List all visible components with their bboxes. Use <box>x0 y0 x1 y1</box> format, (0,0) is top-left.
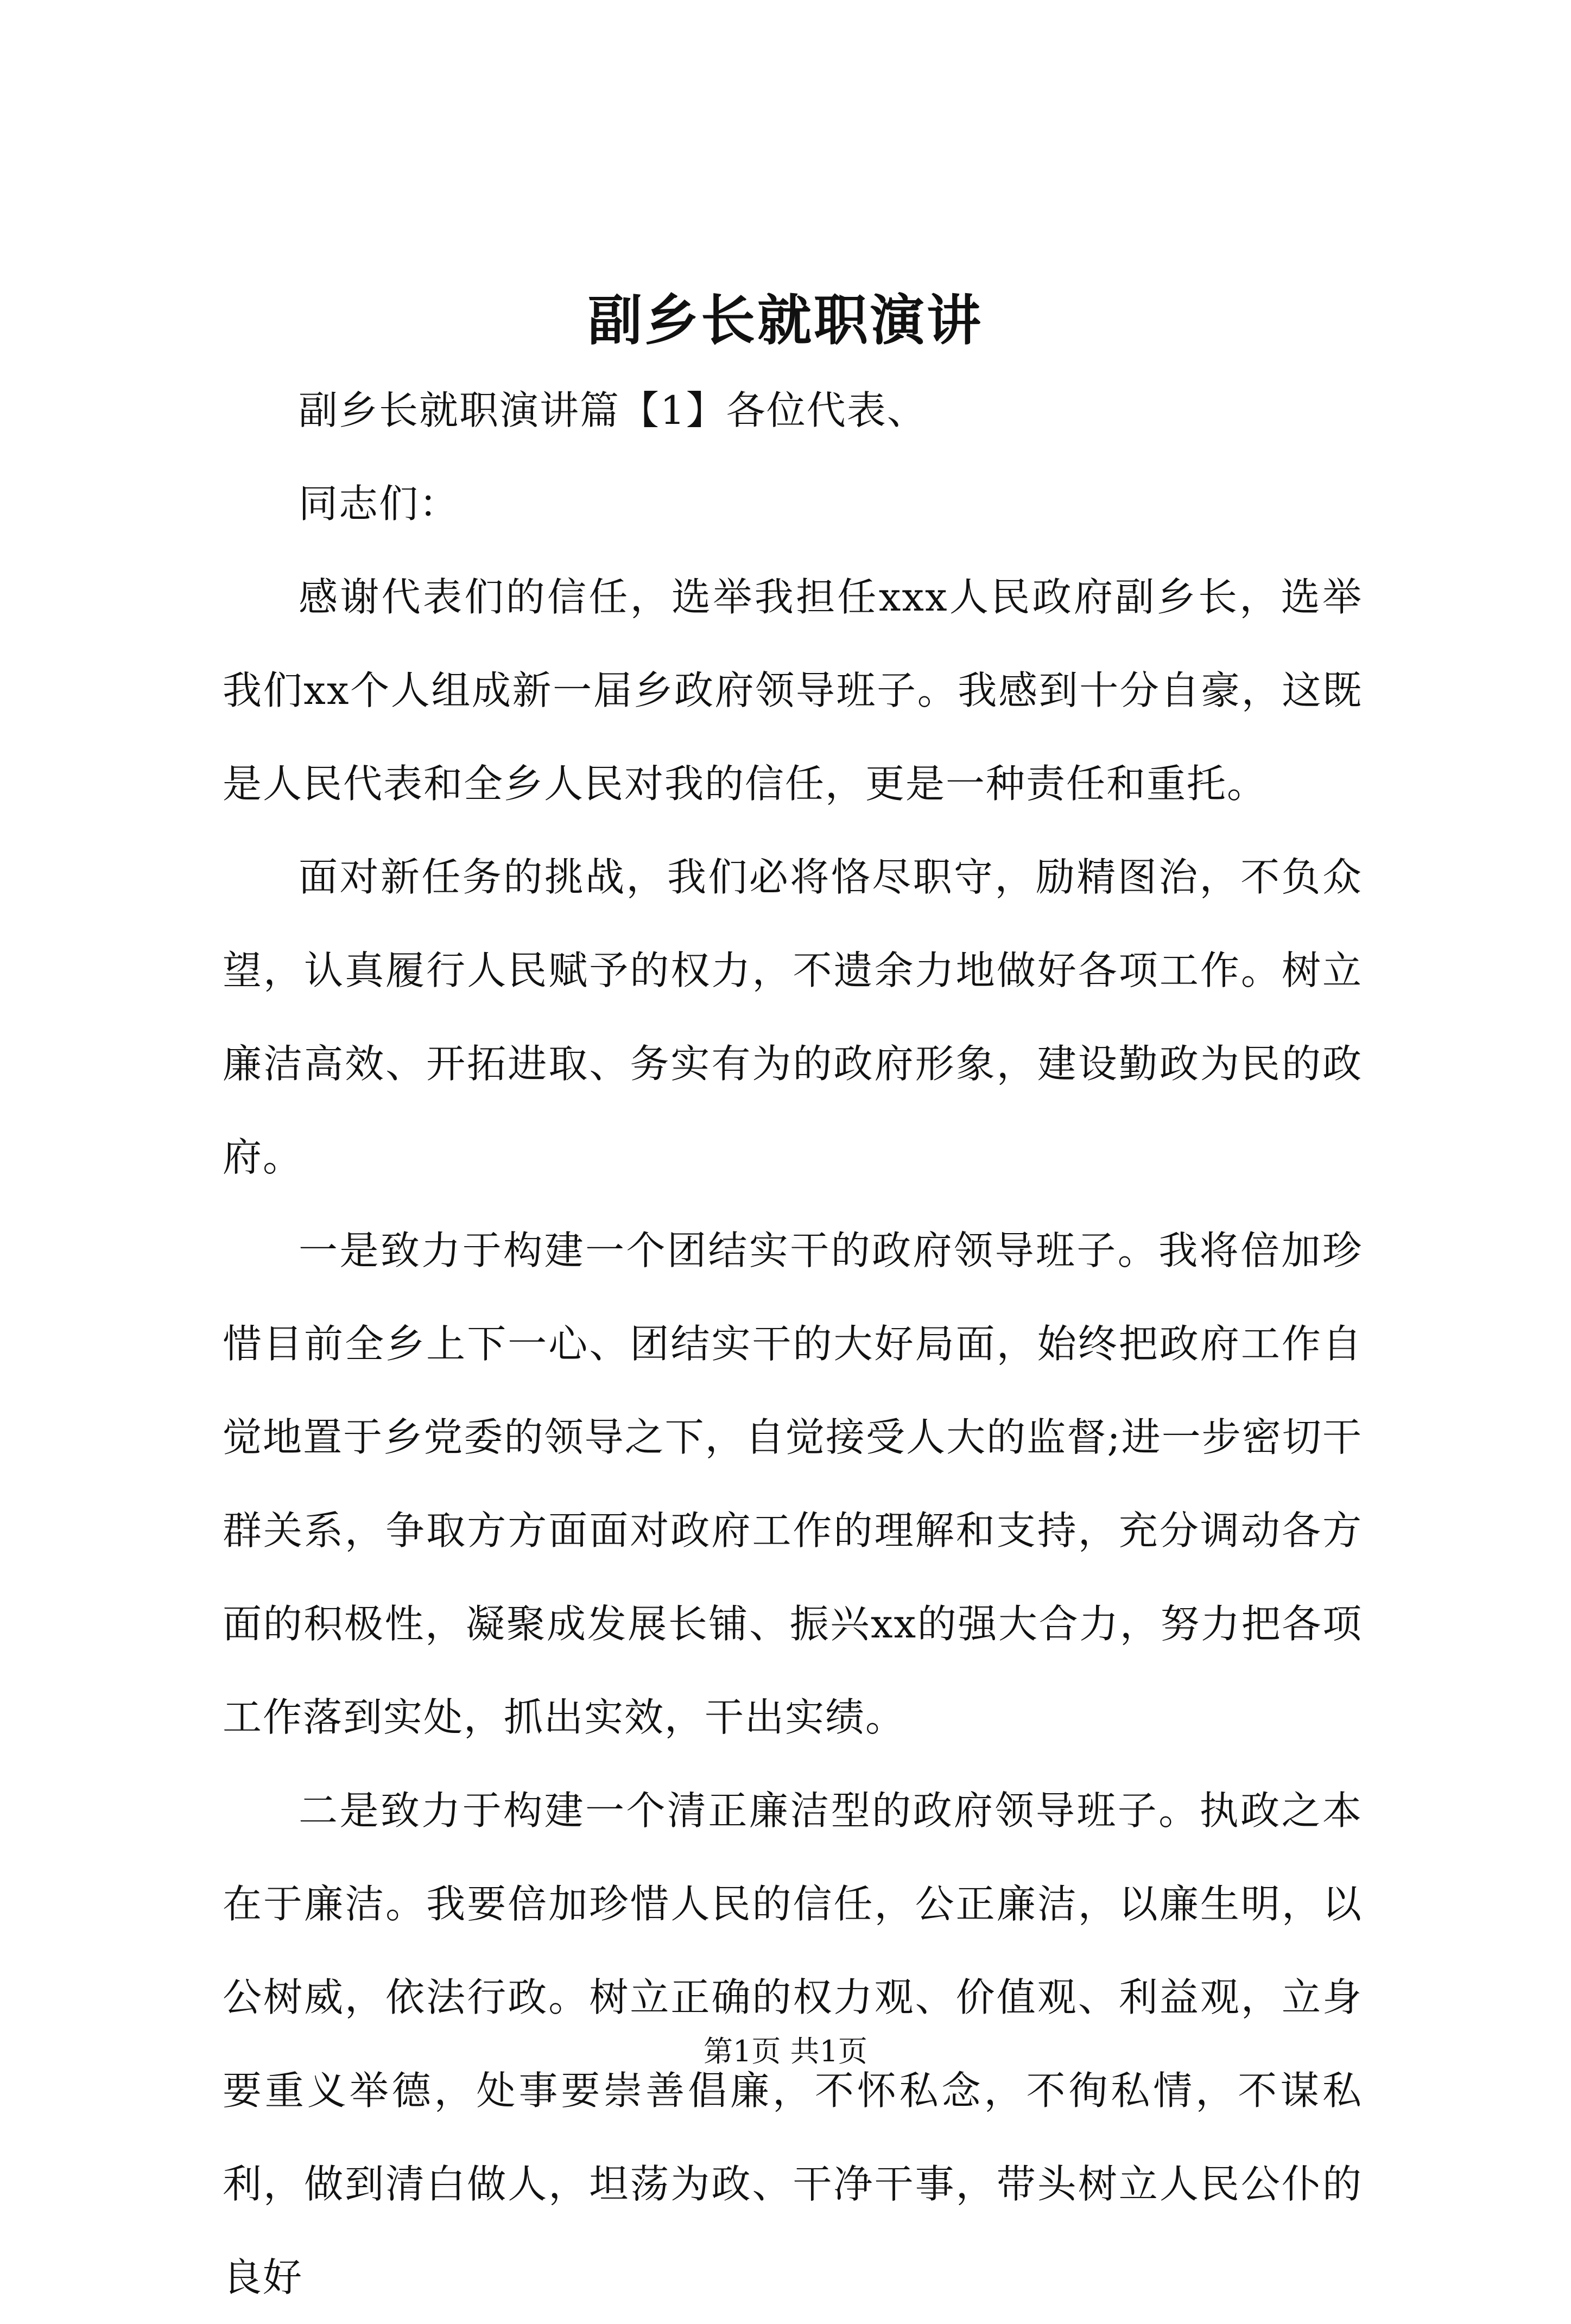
paragraph-challenge: 面对新任务的挑战，我们必将恪尽职守，励精图治，不负众望，认真履行人民赋予的权力，不遗余力地做好各项工作。树立廉洁高效、开拓进取、务实有为的政府形象，建设勤政为民的政府。 <box>223 854 1363 1180</box>
page-number-footer: 第1页 共1页 <box>704 2034 867 2068</box>
document-title: 副乡长就职演讲 <box>588 288 983 352</box>
paragraph-greeting: 同志们： <box>299 481 460 526</box>
paragraph-thanks: 感谢代表们的信任，选举我担任xxx人民政府副乡长，选举我们xx个人组成新一届乡政府领导班子。我感到十分自豪，这既是人民代表和全乡人民对我的信任，更是一种责任和重托。 <box>223 574 1363 807</box>
paragraph-point-two: 二是致力于构建一个清正廉洁型的政府领导班子。执政之本在于廉洁。我要倍加珍惜人民的信任，公正廉洁，以廉生明，以公树威，依法行政。树立正确的权力观、价值观、利益观，立身要重义举德，处事要崇善倡廉，不怀私念，不徇私情，不谋私利，做到清白做人，坦荡为政、干净干事，带头树立人民公仆的良好 <box>223 1788 1363 2300</box>
paragraph-point-one: 一是致力于构建一个团结实干的政府领导班子。我将倍加珍惜目前全乡上下一心、团结实干的大好局面，始终把政府工作自觉地置于乡党委的领导之下，自觉接受人大的监督;进一步密切干群关系，争取方方面面对政府工作的理解和支持，充分调动各方面的积极性，凝聚成发展长铺、振兴xx的强大合力，努力把各项工作落到实处，抓出实效，干出实绩。 <box>223 1228 1363 1740</box>
paragraph-salutation: 副乡长就职演讲篇【1】各位代表、 <box>299 388 927 433</box>
